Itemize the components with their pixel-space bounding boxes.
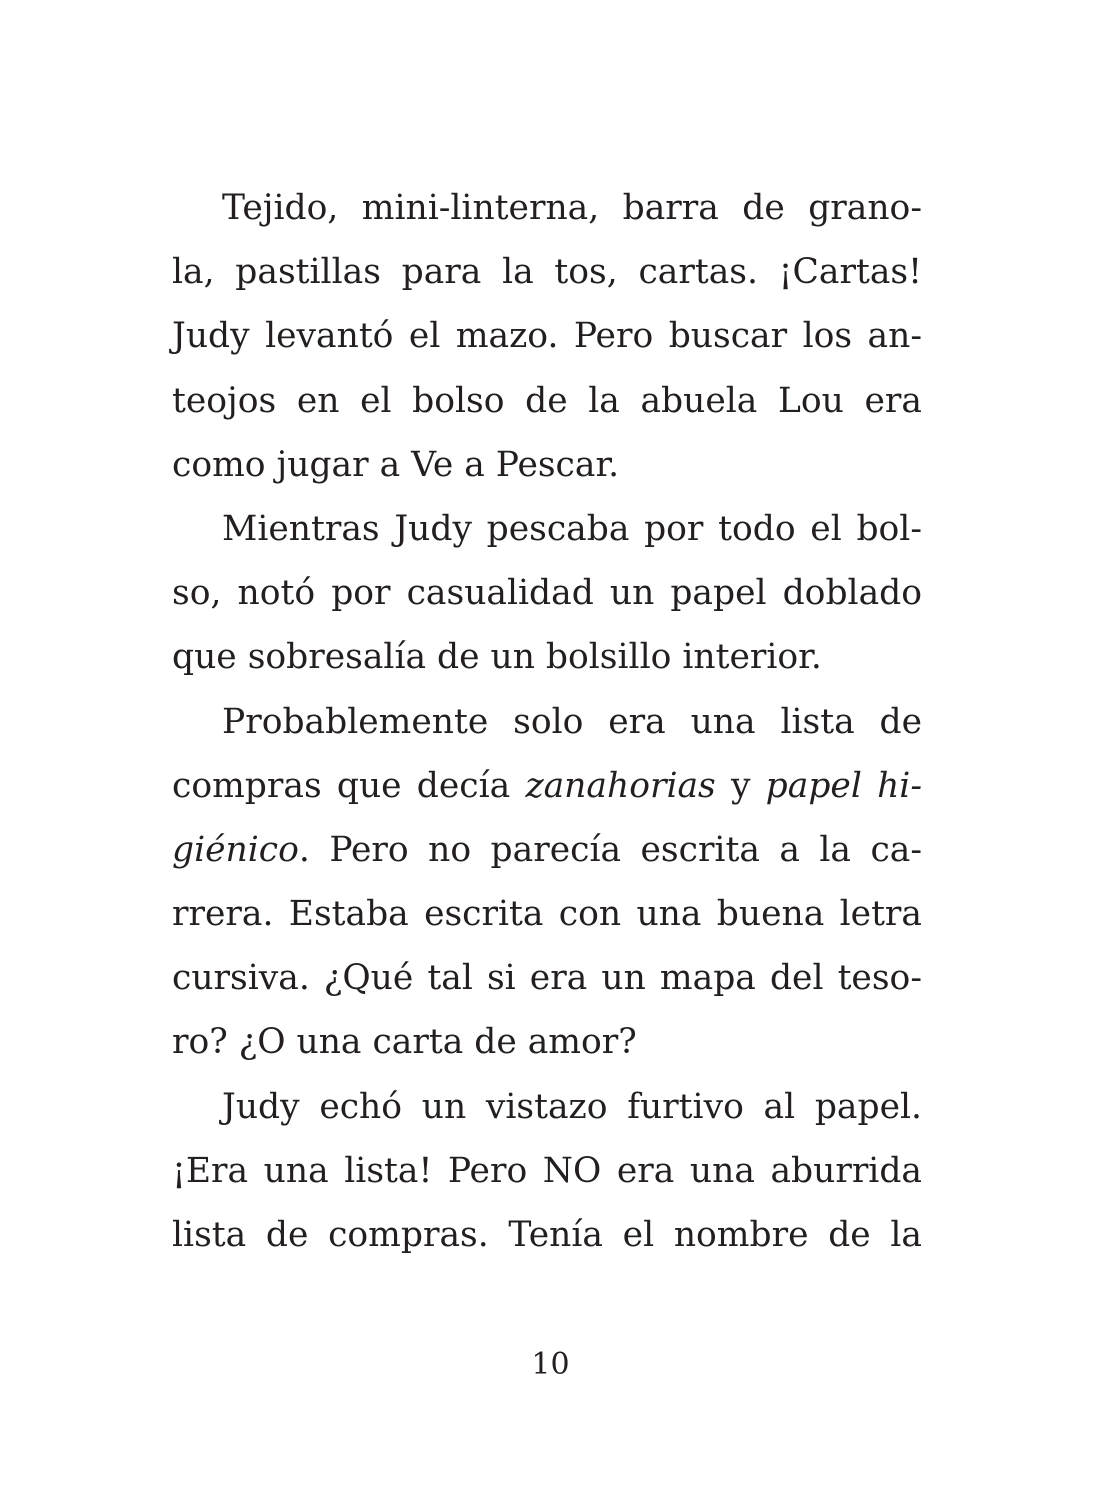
paragraph-1 xyxy=(172,176,922,497)
text-line: Mientras Judy pescaba por todo el bol- xyxy=(222,508,922,549)
text-line: como jugar a Ve a Pescar. xyxy=(172,444,620,485)
page-body xyxy=(172,176,922,1267)
text-line: rrera. Estaba escrita con una buena letra xyxy=(172,894,922,935)
text-line xyxy=(172,818,922,882)
italic-text: papel hi- xyxy=(765,765,922,806)
page-number: 10 xyxy=(531,1347,570,1382)
text-line: lista de compras. Tenía el nombre de la xyxy=(172,1215,922,1255)
text-line: Tejido, mini-linterna, barra de grano- xyxy=(222,188,922,228)
text-line xyxy=(172,754,922,818)
text-line: Judy levantó el mazo. Pero buscar los an- xyxy=(172,316,922,357)
paragraph-2 xyxy=(172,497,922,690)
text-line: la, pastillas para la tos, cartas. ¡Cartas! xyxy=(172,252,922,293)
paragraph-3 xyxy=(172,690,922,1075)
text-line: teojos en el bolso de la abuela Lou era xyxy=(172,380,922,421)
text-segment: compras que decía xyxy=(172,765,526,806)
text-line: que sobresalía de un bolsillo interior. xyxy=(172,637,822,678)
paragraph-4 xyxy=(172,1075,922,1268)
text-line: ¡Era una lista! Pero NO era una aburrida xyxy=(172,1150,922,1191)
italic-text: giénico xyxy=(172,829,299,870)
text-line: Probablemente solo era una lista de xyxy=(222,701,922,742)
italic-text: zanahorias xyxy=(525,765,716,806)
text-segment: y xyxy=(715,765,766,806)
text-line: so, notó por casualidad un papel doblado xyxy=(172,573,922,614)
text-line: Judy echó un vistazo furtivo al papel. xyxy=(222,1086,922,1127)
text-segment: . Pero no parecía escrita a la ca- xyxy=(298,829,922,870)
text-line: cursiva. ¿Qué tal si era un mapa del teso- xyxy=(172,958,922,999)
text-line: ro? ¿O una carta de amor? xyxy=(172,1022,637,1063)
